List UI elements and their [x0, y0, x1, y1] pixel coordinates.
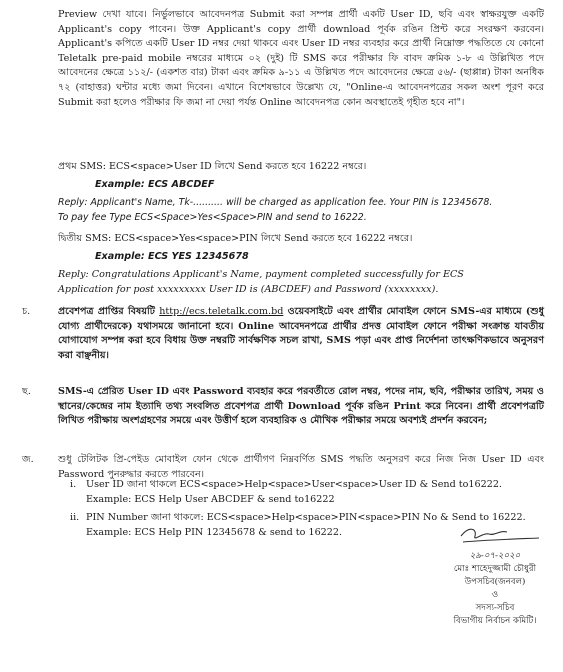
teletalk-link[interactable]: http://ecs.teletalk.com.bd	[159, 306, 284, 317]
item-cha	[58, 305, 544, 363]
signature-date: ২৯-০৭-২০২০	[469, 551, 521, 561]
sms1-instruction: প্রথম SMS: ECS<space>User ID লিখে Send করতে হবে 16222 নম্বরে।	[58, 161, 367, 172]
example2: Example: ECS YES 12345678	[95, 251, 249, 262]
reply1-line2: To pay fee Type ECS<Space>Yes<Space>PIN and send to 16222.	[58, 211, 367, 223]
item-chha-marker: ছ.	[22, 386, 31, 397]
item-ja-text: শুধু টেলিটক প্রি-পেইড মোবাইল ফোন থেকে প্রার্থীগণ নিম্নবর্ণিত SMS পদ্ধতি অনুসরণ করে নিজ নিজ User ID এবং Password পুনরুদ্ধার করতে পারবেন।	[58, 454, 544, 480]
reply1	[58, 196, 544, 225]
item-cha-marker: চ.	[22, 306, 31, 317]
signer-title: উপসচিব(জনবল)	[464, 577, 526, 587]
intro-paragraph: Preview দেখা যাবে। নির্ভুলভাবে আবেদনপত্র Submit করা সম্পন্ন প্রার্থী একটি User ID, ছবি এবং স্বাক্ষরযুক্ত একটি Applicant's copy পাবেন। উক্ত Applicant's copy প্রার্থী download পূর্বক রঙিন প্রিন্ট করে সংরক্ষণ করবেন। Applicant's কপিতে একটি User ID নম্বর দেয়া থাকবে এবং User ID নম্বর ব্যবহার করে প্রার্থী নিম্নোক্ত পদ্ধতিতে যে কোনো Teletalk pre-paid mobile নম্বরের মাধ্যমে ০২ (দুই) টি SMS করে পরীক্ষার ফি বাবদ ক্রমিক ১-৮ এ উল্লিখিত পদে আবেদনের ক্ষেত্রে ১১২/- (একশত বার) টাকা এবং ক্রমিক ৯-১১ এ উল্লিখত পদে আবেদনের ক্ষেত্রে ৫৬/- (ছাপ্পান্ন) টাকা অনধিক ৭২ (বাহাত্তর) ঘন্টার মধ্যে জমা দিবেন। এখানে বিশেষভাবে উল্লেখ্য যে, "Online-এ আবেদনপত্রের সকল অংশ পূরণ করে Submit করা হলেও পরীক্ষার ফি জমা না দেয়া পর্যন্ত Online আবেদনপত্র কোন অবস্থাতেই গৃহীত হবে না"।	[58, 9, 544, 108]
signer-committee: বিভাগীয় নির্বাচন কমিটি।	[453, 616, 537, 626]
reply1-line1: Reply: Applicant's Name, Tk-.......... will be charged as application fee. Your PIN is 12345678.	[58, 197, 493, 208]
roman-ii-line2: Example: ECS Help PIN 12345678 & send to 16222.	[86, 526, 343, 538]
example1: Example: ECS ABCDEF	[95, 179, 215, 190]
signer-role: সদস্য-সচিব	[475, 603, 515, 613]
roman-i-line1: User ID জানা থাকলে ECS<space>Help<space>User<space>User ID & Send to16222.	[86, 479, 502, 490]
reply2	[58, 268, 544, 297]
roman-ii-marker: ii.	[70, 512, 80, 523]
roman-i	[86, 478, 546, 507]
item-cha-lead: প্রবেশপত্র প্রাপ্তির বিষয়টি	[58, 306, 155, 317]
item-ja-marker: জ.	[22, 454, 34, 465]
signature-block	[440, 550, 550, 628]
item-chha-text: SMS-এ প্রেরিত User ID এবং Password ব্যবহার করে পরবর্তীতে রোল নম্বর, পদের নাম, ছবি, পরীক্ষার তারিখ, সময় ও স্থানের/কেন্দ্রের নাম ইত্যাদি তথ্য সংবলিত প্রবেশপত্র প্রার্থী Download পূর্বক রঙিন Print করে নিবেন। প্রার্থী প্রবেশপত্রটি লিখিত পরীক্ষায় অংশগ্রহণের সময়ে এবং উত্তীর্ণ হলে ব্যবহারিক ও মৌখিক পরীক্ষার সময়ে অবশ্যই প্রদর্শন করবেন;	[58, 386, 544, 427]
signer-and: ও	[491, 590, 499, 600]
item-cha-text: ওয়েবসাইটে এবং প্রার্থীর মোবাইল ফোনে SMS-এর মাধ্যমে (শুধু যোগ্য প্রার্থীদেরকে) যথাসময়ে জানানো হবে। Online আবেদনপত্রে প্রার্থীর প্রদত্ত মোবাইল ফোনে পরীক্ষা সংক্রান্ত যাবতীয় যোগাযোগ সম্পন্ন করা হবে বিধায় উক্ত নম্বরটি সার্বক্ষণিক সচল রাখা, SMS পড়া এবং প্রাপ্ত নির্দেশনা তাৎক্ষণিকভাবে অনুসরণ করা বাঞ্ছনীয়।	[58, 306, 545, 361]
roman-i-marker: i.	[70, 479, 77, 490]
reply2-line1: Reply: Congratulations Applicant's Name, payment completed successfully for ECS	[58, 269, 464, 280]
roman-ii-line1: PIN Number জানা থাকলে: ECS<space>Help<space>PIN<space>PIN No & Send to 16222.	[86, 512, 526, 523]
signer-name: মোঃ শাহেদুজ্জামী চৌধুরী	[453, 564, 537, 574]
roman-i-line2: Example: ECS Help User ABCDEF & send to16222	[86, 493, 335, 505]
sms2-instruction: দ্বিতীয় SMS: ECS<space>Yes<space>PIN লিখে Send করতে হবে 16222 নম্বরে।	[58, 233, 413, 244]
reply2-line2: Application for post xxxxxxxxx User ID is (ABCDEF) and Password (xxxxxxxx).	[58, 283, 439, 295]
